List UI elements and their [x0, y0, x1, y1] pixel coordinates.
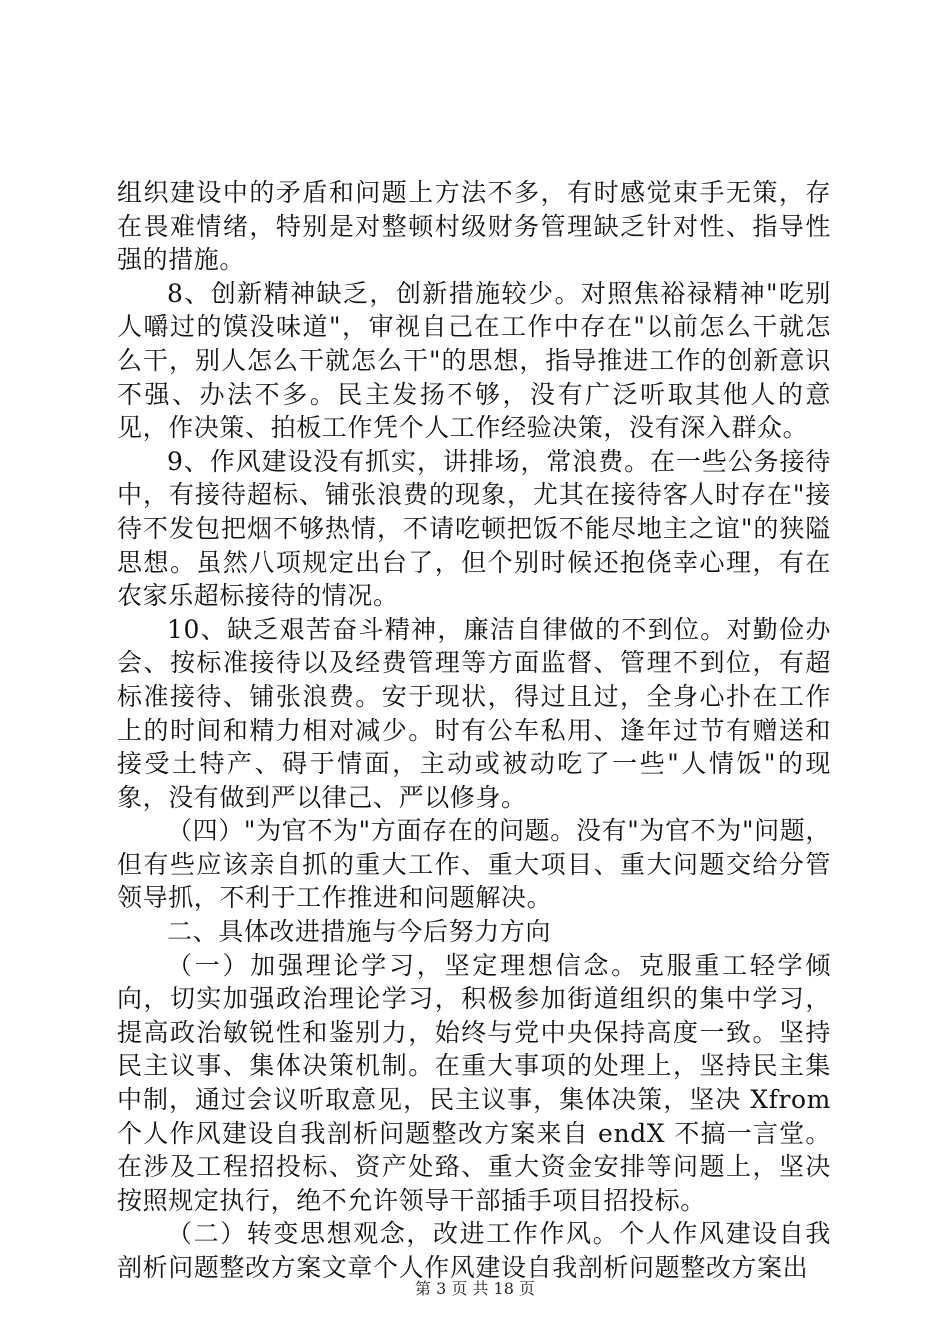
paragraph-5: （四）"为官不为"方面存在的问题。没有"为官不为"问题，但有些应该亲自抓的重大工作、重大项目、重大问题交给分管领导抓，不利于工作推进和问题解决。: [117, 816, 831, 913]
paragraph-6: （一）加强理论学习，坚定理想信念。克服重工轻学倾向，切实加强政治理论学习，积极参加街道组织的集中学习，提高政治敏锐性和鉴别力，始终与党中央保持高度一致。坚持民主议事、集体决策机制。在重大事项的处理上，坚持民主集中制，通过会议听取意见，民主议事，集体决策，坚决 Xfrom 个人作风建设自我剖析问题整改方案来自 endX 不搞一言堂。在涉及工程招投标、资产处臵、重大资金安排等问题上，坚决按照规定执行，绝不允许领导干部插手项目招投标。: [117, 950, 831, 1215]
page-number-footer: 第 3 页 共 18 页: [415, 1279, 535, 1298]
paragraph-4: 10、缺乏艰苦奋斗精神，廉洁自律做的不到位。对勤俭办会、按标准接待以及经费管理等方面监督、管理不到位，有超标准接待、铺张浪费。安于现状，得过且过，全身心扑在工作上的时间和精力相对减少。时有公车私用、逢年过节有赠送和接受土特产、碍于情面，主动或被动吃了一些"人情饭"的现象，没有做到严以律己、严以修身。: [117, 614, 831, 812]
section-heading: 二、具体改进措施与今后努力方向: [167, 917, 552, 947]
paragraph-3: 9、作风建设没有抓实，讲排场，常浪费。在一些公务接待中，有接待超标、铺张浪费的现象，尤其在接待客人时存在"接待不发包把烟不够热情，不请吃顿把饭不能尽地主之谊"的狭隘思想。虽然八项规定出台了，但个别时候还抱侥幸心理，有在农家乐超标接待的情况。: [117, 446, 831, 611]
paragraph-1: 组织建设中的矛盾和问题上方法不多，有时感觉束手无策，存在畏难情绪，特别是对整顿村级财务管理缺乏针对性、指导性强的措施。: [117, 178, 831, 275]
document-body: [117, 176, 831, 1285]
paragraph-2: 8、创新精神缺乏，创新措施较少。对照焦裕禄精神"吃别人嚼过的馍没味道"，审视自己在工作中存在"以前怎么干就怎么干，别人怎么干就怎么干"的思想，指导推进工作的创新意识不强、办法不多。民主发扬不够，没有广泛听取其他人的意见，作决策、拍板工作凭个人工作经验决策，没有深入群众。: [117, 278, 831, 443]
paragraph-7: （二）转变思想观念，改进工作作风。个人作风建设自我剖析问题整改方案文章个人作风建设自我剖析问题整改方案出: [117, 1219, 831, 1282]
